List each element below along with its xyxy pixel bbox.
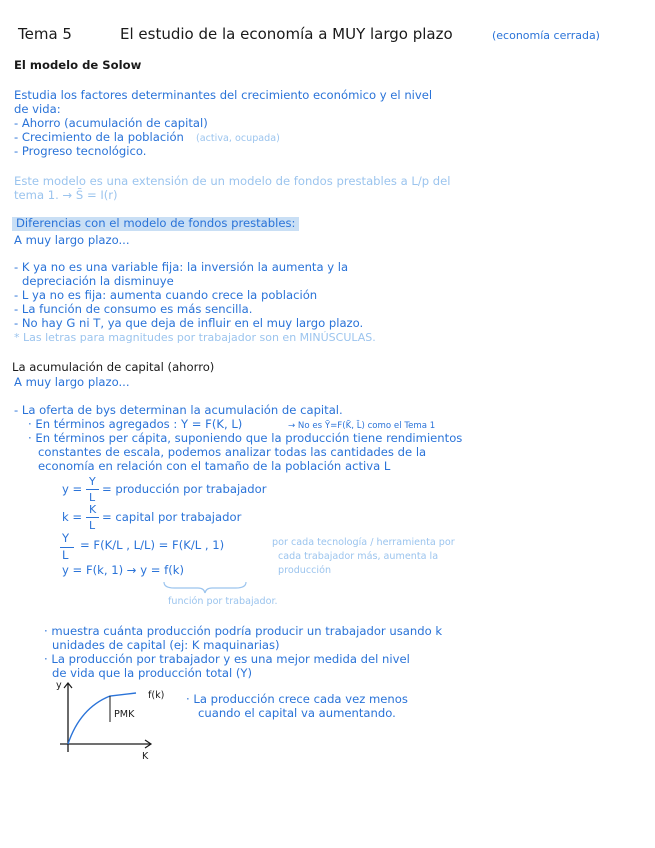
point-produccion-line1: · muestra cuánta producción podría producir un trabajador usando k <box>44 624 443 638</box>
eq-f1-rest: = F(K/L , L/L) = F(K/L , 1) <box>80 538 225 552</box>
y-axis-label: y <box>56 680 62 691</box>
solow-bullet-ahorro: - Ahorro (acumulación de capital) <box>14 116 208 130</box>
solow-intro-line1: Estudia los factores determinantes del crecimiento económico y el nivel <box>14 88 433 102</box>
lowercase-note: * Las letras para magnitudes por trabajador son en MINÚSCULAS. <box>14 331 376 344</box>
solow-bullet-poblacion: - Crecimiento de la población <box>14 130 184 144</box>
x-axis-label: K <box>142 751 149 762</box>
eq-y-description: = producción por trabajador <box>102 482 267 496</box>
extension-line2: tema 1. → S̄ = I(r) <box>14 188 118 202</box>
aggregate-terms: · En términos agregados : Y = F(K, L) <box>28 417 243 431</box>
difference-item-k: - K ya no es una variable fija: la inversión la aumenta y la <box>14 260 349 274</box>
percapita-line3: economía en relación con el tamaño de la población activa L <box>38 459 391 473</box>
percapita-line1: · En términos per cápita, suponiendo que la producción tiene rendimientos <box>28 431 463 445</box>
eq-k-fraction-bar <box>86 517 99 518</box>
eq-k-lhs: k = <box>62 510 83 524</box>
percapita-line2: constantes de escala, podemos analizar todas las cantidades de la <box>38 445 427 459</box>
point-nivel-vida-line1: · La producción por trabajador y es una mejor medida del nivel <box>44 652 410 666</box>
difference-item-l: - L ya no es fija: aumenta cuando crece la población <box>14 288 318 302</box>
poblacion-note: (activa, ocupada) <box>196 133 280 144</box>
page-subtitle: (economía cerrada) <box>492 29 600 42</box>
eq-f2: y = F(k, 1) → y = f(k) <box>62 563 184 577</box>
eq-f2-note: función por trabajador. <box>168 596 278 607</box>
side-note-line2: cada trabajador más, aumenta la <box>278 551 439 562</box>
eq-k-denominator: L <box>89 519 96 532</box>
extension-line1: Este modelo es una extensión de un modelo de fondos prestables a L/p del <box>14 174 451 188</box>
function-brace <box>160 580 250 594</box>
eq-k-description: = capital por trabajador <box>102 510 242 524</box>
eq-k-numerator: K <box>89 503 97 516</box>
side-note-line3: producción <box>278 565 332 576</box>
page-title: El estudio de la economía a MUY largo plazo <box>120 25 453 43</box>
point-nivel-vida-line2: de vida que la producción total (Y) <box>52 666 253 680</box>
difference-item-consumo: - La función de consumo es más sencilla. <box>14 302 253 316</box>
eq-y-fraction-bar <box>86 489 99 490</box>
differences-subheading: A muy largo plazo... <box>14 233 130 247</box>
pmk-label: PMK <box>114 709 135 720</box>
graph-note-line2: cuando el capital va aumentando. <box>198 706 396 720</box>
differences-heading: Diferencias con el modelo de fondos prestables: <box>12 217 299 231</box>
point-produccion-line2: unidades de capital (ej: K maquinarias) <box>52 638 280 652</box>
eq-y-numerator: Y <box>89 475 96 488</box>
difference-item-k-cont: depreciación la disminuye <box>22 274 174 288</box>
solow-heading: El modelo de Solow <box>14 58 142 72</box>
graph-note-line1: · La producción crece cada vez menos <box>186 692 408 706</box>
solow-bullet-progreso: - Progreso tecnológico. <box>14 144 147 158</box>
curve-label: f(k) <box>148 690 165 701</box>
difference-item-gt: - No hay G ni T, ya que deja de influir en el muy largo plazo. <box>14 316 364 330</box>
accumulation-subheading: A muy largo plazo... <box>14 375 130 389</box>
eq-f1-numerator: Y <box>62 531 70 545</box>
accumulation-heading: La acumulación de capital (ahorro) <box>12 360 215 374</box>
accumulation-line1: - La oferta de bys determinan la acumulación de capital. <box>14 403 343 417</box>
aggregate-note: → No es Ȳ=F(K̄, L̄) como el Tema 1 <box>288 421 436 431</box>
tema-label: Tema 5 <box>18 25 72 43</box>
eq-f1-denominator: L <box>62 548 69 562</box>
solow-intro-line2: de vida: <box>14 102 61 116</box>
side-note-line1: por cada tecnología / herramienta por <box>272 537 455 548</box>
eq-y-lhs: y = <box>62 482 83 496</box>
eq-y-denominator: L <box>89 491 96 504</box>
